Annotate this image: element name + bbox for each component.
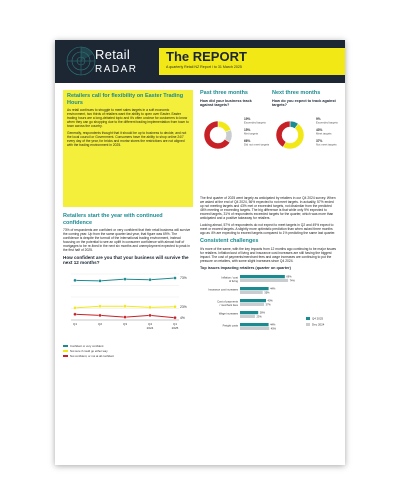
next-question: How do you expect to track against targets? [272, 98, 336, 107]
logo-word-radar: RADAR [95, 64, 138, 75]
bar [240, 279, 288, 282]
bar [240, 275, 285, 278]
logo-word-retail: Retail [95, 47, 131, 62]
legend-item: Not confident, or not at all confident [63, 354, 193, 358]
bar-category-label: Wage increases [218, 312, 238, 316]
slice-value-label: 43% [316, 127, 323, 132]
next-three-months [272, 90, 338, 165]
targets-paragraph-2: Looking ahead, 57% of respondents do not expect to meet targets in Q2 and 49% expect to meet or exceed targets. A slightly more optimistic prediction than when asked three months ago as 4% are expecting to exceed targets compared to 1% predicting the same last quarter. [200, 223, 336, 236]
slice-name-label: Exceeded targets [316, 120, 338, 125]
slice-value-label: 37% [316, 138, 323, 143]
data-point [149, 278, 152, 281]
data-point [74, 279, 77, 282]
end-label: 73% [180, 276, 187, 281]
legend-swatch [306, 323, 310, 326]
slice-name-label: Met targets [244, 131, 258, 136]
bar-category-label: Insurance cost increases [208, 288, 238, 292]
bar-category-label: Freight costs [222, 324, 238, 328]
slice-name-label: Did not meet targets [244, 142, 270, 147]
easter-trading-box [63, 90, 193, 207]
bar-value-label: 69% [286, 275, 292, 279]
bar-category-label: of living [228, 279, 238, 283]
challenges-heading: Consistent challenges [200, 238, 259, 245]
legend-swatch [306, 317, 310, 320]
bar [240, 315, 255, 318]
x-tick-sublabel: 2025 [171, 325, 179, 330]
slice-name-label: Meet targets [316, 131, 332, 136]
bar-value-label: 23% [256, 315, 262, 319]
legend-label: Q4 2025 [312, 316, 324, 321]
legend-item: Confident or very confident [63, 344, 193, 348]
slice-value-label: 19% [244, 116, 251, 121]
bar-value-label: 40% [267, 299, 273, 303]
data-point [174, 276, 177, 279]
data-point [124, 316, 127, 319]
bar [240, 299, 266, 302]
issues-chart-title: Top issues impacting retailers (quarter on quarter) [200, 265, 291, 270]
x-tick-label: Q3 [122, 321, 128, 326]
data-point [124, 278, 127, 281]
data-point [149, 314, 152, 317]
bar [240, 323, 269, 326]
targets-paragraph-1: The first quarter of 2025 went largely as anticipated by retailers in our Q4 2024 survey. When we asked at the end of Q4 2024, 56% expected to not meet targets. In actuality, 57% ended up not meeting targets and 43% met or exceeded targets, not dissimilar from the predicted 46% meeting or exceeding targets. The big difference is that while only 9% expected to exceed targets, 31% of respondents exceeded targets for the quarter, which was more than anticipated and a positive takeaway for retailers. [200, 196, 336, 221]
slice-name-label: Exceeded targets [244, 120, 266, 125]
bar [240, 291, 263, 294]
legend-item: Not sure if could go either way [63, 349, 193, 353]
slice-value-label: 15% [244, 127, 251, 132]
easter-heading: Retailers call for flexibility on Easter Trading Hours [67, 93, 184, 106]
x-tick-label: Q4 [147, 321, 153, 326]
end-label: 23% [180, 304, 187, 309]
challenges-paragraph: It's more of the same, with the key impacts from 12 months ago continuing to be major issues for retailers. Inflation/cost of living and insurance cost increases are still having the biggest impact. The cost of payments/merchant fees and wage increases are continuing to put the pressure on retailers, with some slight increases since Q4 2024. [200, 246, 337, 264]
bar-category-label: / merchant fees [219, 303, 238, 307]
next-donut-chart [272, 110, 338, 160]
bar [240, 303, 264, 306]
data-point [74, 313, 77, 316]
left-column [63, 90, 193, 359]
targets-donuts [200, 90, 338, 196]
x-tick-sublabel: 2024 [146, 325, 154, 330]
past-donut-chart [200, 110, 270, 160]
past-three-months [200, 90, 270, 165]
radar-logo-icon [65, 45, 97, 77]
right-column [200, 90, 338, 350]
report-header [55, 40, 345, 83]
bar-value-label: 74% [289, 279, 295, 283]
slice-value-label: 66% [244, 138, 251, 143]
confidence-heading: Retailers start the year with continued confidence [63, 213, 163, 226]
bar-value-label: 45% [270, 327, 276, 331]
x-tick-label: Q1 [72, 321, 78, 326]
bar [240, 327, 269, 330]
x-tick-label: Q2 [97, 321, 103, 326]
slice-value-label: 9% [316, 116, 321, 121]
data-point [99, 314, 102, 317]
past-heading: Past three months [200, 90, 248, 96]
report-title: The REPORT [166, 49, 247, 64]
bar [240, 287, 269, 290]
line-chart-legend [63, 344, 193, 358]
bar-value-label: 44% [270, 323, 276, 327]
title-bar [159, 48, 345, 75]
bar [240, 311, 258, 314]
confidence-line-chart [63, 268, 193, 338]
data-point [74, 306, 77, 309]
data-point [174, 316, 177, 319]
report-subtitle: A quarterly Retail NZ Report / to 31 March 2025 [166, 65, 242, 69]
end-label: 4% [180, 315, 185, 320]
easter-paragraph-2: Generally, respondents thought that it should be up to business to decide, and not the local council or Government. Consumers have the ability to shop online 24/7 every day of the year, for bricks and mortar stores the restrictions are not aligned with the trading environment in 2025. [67, 130, 187, 148]
data-point [124, 305, 127, 308]
data-point [99, 279, 102, 282]
data-point [174, 305, 177, 308]
x-tick-label: Q1 [172, 321, 178, 326]
report-page [55, 40, 345, 465]
past-question: How did your business track against targets? [200, 98, 252, 107]
data-point [149, 306, 152, 309]
confidence-chart-question: How confident are you that your business will survive the next 12 months? [63, 255, 189, 266]
bar-value-label: 44% [270, 287, 276, 291]
slice-name-label: Not meet targets [316, 142, 337, 147]
data-point [99, 305, 102, 308]
easter-paragraph-1: As retail continues to struggle to meet sales targets in a soft economic environment, two thirds of retailers want the ability to open over Easter. Easter trading hours are a long-debated topic and it's often unclear for customers to know when they can go shopping due to the different trading implementation from town to town across the country. [67, 108, 189, 129]
bar-category-label: Inflation / cost [221, 276, 238, 280]
bar-value-label: 28% [259, 311, 265, 315]
next-heading: Next three months [272, 90, 321, 96]
bar-value-label: 37% [265, 303, 271, 307]
confidence-paragraph: 73% of respondents are confident or very confident that their retail business will survive the coming year. Up from the same quarter last year, that figure was 69%. The confidence is despite the turmoil of the international trading environment, instead focusing on the potential to see an uplift in consumer confidence with almost half of mortgages to be re-fixed in the next six months and unemployment expected to peak in the first half of 2025. [63, 228, 191, 253]
bar-category-label: Cost of payments [217, 300, 238, 304]
legend-label: Dec 2024 [312, 322, 325, 327]
bar-value-label: 35% [264, 291, 270, 295]
issues-bar-chart [200, 273, 338, 345]
